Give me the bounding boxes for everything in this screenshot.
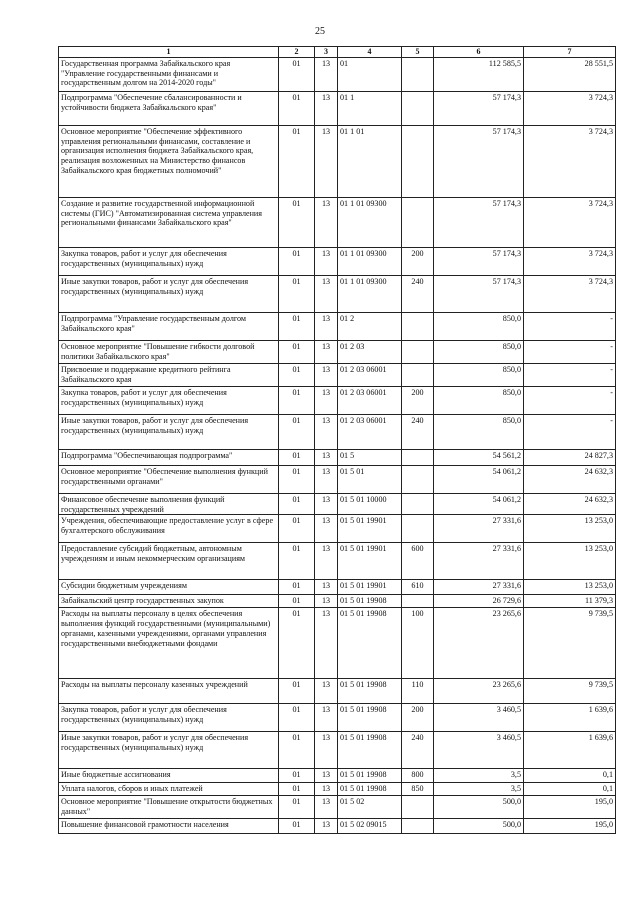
cell-subsection: 13 <box>315 415 338 450</box>
header-cell: 4 <box>338 47 402 58</box>
table-body <box>59 58 616 834</box>
cell-name: Закупка товаров, работ и услуг для обеспечения государственных (муниципальных) нужд <box>59 248 279 276</box>
cell-expense-type <box>402 466 434 494</box>
cell-expense-type: 200 <box>402 387 434 415</box>
cell-subsection: 13 <box>315 796 338 819</box>
cell-name: Расходы на выплаты персоналу казенных учреждений <box>59 679 279 704</box>
table-row <box>59 466 616 494</box>
cell-subsection: 13 <box>315 494 338 515</box>
cell-amount-2: 3 724,3 <box>524 198 616 248</box>
cell-amount-2: 195,0 <box>524 796 616 819</box>
cell-target-code: 01 5 02 <box>338 796 402 819</box>
cell-subsection: 13 <box>315 595 338 608</box>
header-cell: 6 <box>434 47 524 58</box>
cell-amount-2: 195,0 <box>524 819 616 834</box>
cell-section: 01 <box>279 769 315 783</box>
cell-amount-1: 23 265,6 <box>434 679 524 704</box>
cell-section: 01 <box>279 819 315 834</box>
cell-amount-1: 3,5 <box>434 783 524 796</box>
table-row <box>59 679 616 704</box>
table-row <box>59 796 616 819</box>
cell-subsection: 13 <box>315 248 338 276</box>
cell-amount-2: 0,1 <box>524 769 616 783</box>
cell-section: 01 <box>279 126 315 198</box>
cell-target-code: 01 5 <box>338 450 402 466</box>
table-row <box>59 198 616 248</box>
header-cell: 1 <box>59 47 279 58</box>
cell-target-code: 01 <box>338 58 402 92</box>
cell-amount-2: - <box>524 415 616 450</box>
cell-target-code: 01 5 01 19908 <box>338 769 402 783</box>
cell-target-code: 01 1 01 <box>338 126 402 198</box>
cell-section: 01 <box>279 276 315 313</box>
table-row <box>59 783 616 796</box>
cell-subsection: 13 <box>315 543 338 580</box>
cell-amount-2: 13 253,0 <box>524 580 616 595</box>
cell-expense-type <box>402 494 434 515</box>
cell-name: Предоставление субсидий бюджетным, автономным учреждениям и иным некоммерческим организациям <box>59 543 279 580</box>
cell-section: 01 <box>279 58 315 92</box>
cell-target-code: 01 5 01 19908 <box>338 704 402 732</box>
cell-name: Закупка товаров, работ и услуг для обеспечения государственных (муниципальных) нужд <box>59 387 279 415</box>
cell-amount-2: 9 739,5 <box>524 679 616 704</box>
cell-expense-type: 110 <box>402 679 434 704</box>
cell-amount-2: 24 632,3 <box>524 494 616 515</box>
table-row <box>59 313 616 341</box>
cell-subsection: 13 <box>315 58 338 92</box>
table-row <box>59 58 616 92</box>
cell-section: 01 <box>279 796 315 819</box>
cell-section: 01 <box>279 450 315 466</box>
cell-name: Иные бюджетные ассигнования <box>59 769 279 783</box>
cell-section: 01 <box>279 387 315 415</box>
page-number: 25 <box>315 26 325 37</box>
cell-target-code: 01 2 <box>338 313 402 341</box>
cell-subsection: 13 <box>315 819 338 834</box>
cell-section: 01 <box>279 732 315 769</box>
cell-target-code: 01 1 01 09300 <box>338 198 402 248</box>
cell-name: Подпрограмма "Управление государственным долгом Забайкальского края" <box>59 313 279 341</box>
cell-amount-1: 3 460,5 <box>434 732 524 769</box>
cell-amount-2: 24 827,3 <box>524 450 616 466</box>
cell-amount-1: 112 585,5 <box>434 58 524 92</box>
cell-section: 01 <box>279 248 315 276</box>
budget-table <box>58 46 616 834</box>
cell-name: Иные закупки товаров, работ и услуг для обеспечения государственных (муниципальных) нужд <box>59 276 279 313</box>
cell-amount-1: 850,0 <box>434 415 524 450</box>
cell-expense-type: 610 <box>402 580 434 595</box>
cell-expense-type: 200 <box>402 248 434 276</box>
cell-amount-1: 3,5 <box>434 769 524 783</box>
cell-expense-type: 200 <box>402 704 434 732</box>
table-row <box>59 415 616 450</box>
cell-subsection: 13 <box>315 450 338 466</box>
cell-amount-1: 54 061,2 <box>434 494 524 515</box>
cell-name: Подпрограмма "Обеспечивающая подпрограмма" <box>59 450 279 466</box>
cell-expense-type <box>402 126 434 198</box>
cell-subsection: 13 <box>315 608 338 679</box>
cell-expense-type <box>402 595 434 608</box>
cell-section: 01 <box>279 783 315 796</box>
cell-amount-1: 57 174,3 <box>434 276 524 313</box>
cell-expense-type <box>402 819 434 834</box>
cell-subsection: 13 <box>315 704 338 732</box>
table-row <box>59 595 616 608</box>
table-row <box>59 515 616 543</box>
cell-amount-2: - <box>524 387 616 415</box>
cell-section: 01 <box>279 704 315 732</box>
cell-amount-1: 3 460,5 <box>434 704 524 732</box>
cell-amount-2: - <box>524 313 616 341</box>
table-row <box>59 608 616 679</box>
cell-expense-type: 600 <box>402 543 434 580</box>
cell-target-code: 01 5 02 09015 <box>338 819 402 834</box>
cell-amount-2: 13 253,0 <box>524 515 616 543</box>
cell-section: 01 <box>279 515 315 543</box>
cell-amount-1: 850,0 <box>434 313 524 341</box>
cell-expense-type <box>402 92 434 126</box>
header-cell: 5 <box>402 47 434 58</box>
cell-expense-type <box>402 515 434 543</box>
cell-name: Иные закупки товаров, работ и услуг для обеспечения государственных (муниципальных) нужд <box>59 732 279 769</box>
cell-expense-type: 240 <box>402 732 434 769</box>
cell-amount-2: 1 639,6 <box>524 704 616 732</box>
cell-subsection: 13 <box>315 515 338 543</box>
cell-amount-2: 3 724,3 <box>524 126 616 198</box>
cell-name: Создание и развитие государственной информационной системы (ГИС) "Автоматизированная система управления региональными финансами Забайкальского края" <box>59 198 279 248</box>
cell-amount-1: 54 561,2 <box>434 450 524 466</box>
header-row <box>59 47 616 58</box>
cell-target-code: 01 1 <box>338 92 402 126</box>
cell-amount-2: 0,1 <box>524 783 616 796</box>
cell-name: Основное мероприятие "Обеспечение эффективного управления региональными финансами, составление и организация исполнения бюджета Забайкальского края, реализация возложенных на Министерство финансов Забайкальского края бюджетных полномочий" <box>59 126 279 198</box>
cell-target-code: 01 5 01 19901 <box>338 543 402 580</box>
cell-expense-type: 850 <box>402 783 434 796</box>
cell-section: 01 <box>279 608 315 679</box>
cell-target-code: 01 5 01 19908 <box>338 608 402 679</box>
cell-section: 01 <box>279 466 315 494</box>
cell-expense-type: 800 <box>402 769 434 783</box>
cell-amount-2: 13 253,0 <box>524 543 616 580</box>
cell-subsection: 13 <box>315 732 338 769</box>
cell-amount-1: 500,0 <box>434 819 524 834</box>
cell-expense-type: 240 <box>402 276 434 313</box>
cell-subsection: 13 <box>315 466 338 494</box>
cell-amount-2: 3 724,3 <box>524 92 616 126</box>
cell-subsection: 13 <box>315 276 338 313</box>
cell-amount-1: 57 174,3 <box>434 248 524 276</box>
cell-name: Основное мероприятие "Повышение гибкости долговой политики Забайкальского края" <box>59 341 279 364</box>
cell-subsection: 13 <box>315 769 338 783</box>
table-row <box>59 580 616 595</box>
table-row <box>59 704 616 732</box>
cell-expense-type <box>402 796 434 819</box>
cell-expense-type <box>402 450 434 466</box>
cell-amount-2: 11 379,3 <box>524 595 616 608</box>
table-row <box>59 732 616 769</box>
cell-subsection: 13 <box>315 387 338 415</box>
cell-amount-1: 54 061,2 <box>434 466 524 494</box>
cell-name: Субсидии бюджетным учреждениям <box>59 580 279 595</box>
cell-amount-2: 3 724,3 <box>524 276 616 313</box>
cell-name: Основное мероприятие "Обеспечение выполнения функций государственными органами" <box>59 466 279 494</box>
cell-target-code: 01 5 01 19908 <box>338 783 402 796</box>
table-row <box>59 543 616 580</box>
table-row <box>59 341 616 364</box>
cell-name: Подпрограмма "Обеспечение сбалансированности и устойчивости бюджета Забайкальского края" <box>59 92 279 126</box>
cell-subsection: 13 <box>315 313 338 341</box>
cell-amount-1: 27 331,6 <box>434 580 524 595</box>
cell-amount-1: 850,0 <box>434 364 524 387</box>
cell-amount-2: 3 724,3 <box>524 248 616 276</box>
cell-name: Финансовое обеспечение выполнения функций государственных учреждений <box>59 494 279 515</box>
cell-amount-2: 28 551,5 <box>524 58 616 92</box>
cell-expense-type <box>402 313 434 341</box>
cell-name: Иные закупки товаров, работ и услуг для обеспечения государственных (муниципальных) нужд <box>59 415 279 450</box>
cell-section: 01 <box>279 341 315 364</box>
cell-target-code: 01 2 03 06001 <box>338 364 402 387</box>
cell-target-code: 01 5 01 10000 <box>338 494 402 515</box>
cell-target-code: 01 2 03 06001 <box>338 387 402 415</box>
cell-subsection: 13 <box>315 341 338 364</box>
table-row <box>59 126 616 198</box>
cell-section: 01 <box>279 92 315 126</box>
cell-subsection: 13 <box>315 92 338 126</box>
cell-amount-1: 500,0 <box>434 796 524 819</box>
cell-amount-1: 850,0 <box>434 341 524 364</box>
cell-expense-type <box>402 58 434 92</box>
cell-name: Закупка товаров, работ и услуг для обеспечения государственных (муниципальных) нужд <box>59 704 279 732</box>
cell-target-code: 01 2 03 <box>338 341 402 364</box>
cell-name: Учреждения, обеспечивающие предоставление услуг в сфере бухгалтерского обслуживания <box>59 515 279 543</box>
cell-target-code: 01 2 03 06001 <box>338 415 402 450</box>
cell-expense-type <box>402 341 434 364</box>
cell-name: Присвоение и поддержание кредитного рейтинга Забайкальского края <box>59 364 279 387</box>
table-row <box>59 387 616 415</box>
table-row <box>59 450 616 466</box>
cell-expense-type <box>402 198 434 248</box>
cell-amount-2: - <box>524 364 616 387</box>
cell-section: 01 <box>279 595 315 608</box>
cell-name: Основное мероприятие "Повышение открытости бюджетных данных" <box>59 796 279 819</box>
cell-amount-1: 57 174,3 <box>434 198 524 248</box>
cell-section: 01 <box>279 198 315 248</box>
cell-amount-2: - <box>524 341 616 364</box>
cell-section: 01 <box>279 580 315 595</box>
cell-subsection: 13 <box>315 580 338 595</box>
table-row <box>59 92 616 126</box>
cell-name: Государственная программа Забайкальского края "Управление государственными финансами и государственным долгом на 2014-2020 годы" <box>59 58 279 92</box>
cell-name: Забайкальский центр государственных закупок <box>59 595 279 608</box>
table-row <box>59 819 616 834</box>
table-row <box>59 769 616 783</box>
cell-subsection: 13 <box>315 198 338 248</box>
cell-target-code: 01 1 01 09300 <box>338 248 402 276</box>
table-row <box>59 248 616 276</box>
cell-amount-1: 26 729,6 <box>434 595 524 608</box>
cell-section: 01 <box>279 415 315 450</box>
cell-expense-type <box>402 364 434 387</box>
cell-expense-type: 100 <box>402 608 434 679</box>
cell-section: 01 <box>279 364 315 387</box>
cell-amount-1: 57 174,3 <box>434 92 524 126</box>
cell-subsection: 13 <box>315 783 338 796</box>
header-cell: 2 <box>279 47 315 58</box>
cell-amount-1: 57 174,3 <box>434 126 524 198</box>
cell-target-code: 01 5 01 19908 <box>338 679 402 704</box>
cell-subsection: 13 <box>315 126 338 198</box>
cell-amount-1: 27 331,6 <box>434 515 524 543</box>
cell-name: Расходы на выплаты персоналу в целях обеспечения выполнения функций государственными (муниципальными) органами, казенными учреждениями, органами управления государственными внебюджетными фондами <box>59 608 279 679</box>
table-row <box>59 364 616 387</box>
header-cell: 7 <box>524 47 616 58</box>
cell-subsection: 13 <box>315 679 338 704</box>
cell-target-code: 01 5 01 <box>338 466 402 494</box>
cell-amount-1: 850,0 <box>434 387 524 415</box>
table-row <box>59 276 616 313</box>
cell-section: 01 <box>279 679 315 704</box>
cell-target-code: 01 5 01 19908 <box>338 595 402 608</box>
header-cell: 3 <box>315 47 338 58</box>
cell-amount-2: 1 639,6 <box>524 732 616 769</box>
cell-amount-2: 24 632,3 <box>524 466 616 494</box>
cell-section: 01 <box>279 313 315 341</box>
cell-section: 01 <box>279 494 315 515</box>
cell-name: Уплата налогов, сборов и иных платежей <box>59 783 279 796</box>
table-row <box>59 494 616 515</box>
cell-name: Повышение финансовой грамотности населения <box>59 819 279 834</box>
cell-subsection: 13 <box>315 364 338 387</box>
cell-target-code: 01 5 01 19908 <box>338 732 402 769</box>
cell-amount-1: 23 265,6 <box>434 608 524 679</box>
cell-target-code: 01 1 01 09300 <box>338 276 402 313</box>
cell-target-code: 01 5 01 19901 <box>338 580 402 595</box>
cell-expense-type: 240 <box>402 415 434 450</box>
cell-target-code: 01 5 01 19901 <box>338 515 402 543</box>
cell-section: 01 <box>279 543 315 580</box>
cell-amount-1: 27 331,6 <box>434 543 524 580</box>
cell-amount-2: 9 739,5 <box>524 608 616 679</box>
